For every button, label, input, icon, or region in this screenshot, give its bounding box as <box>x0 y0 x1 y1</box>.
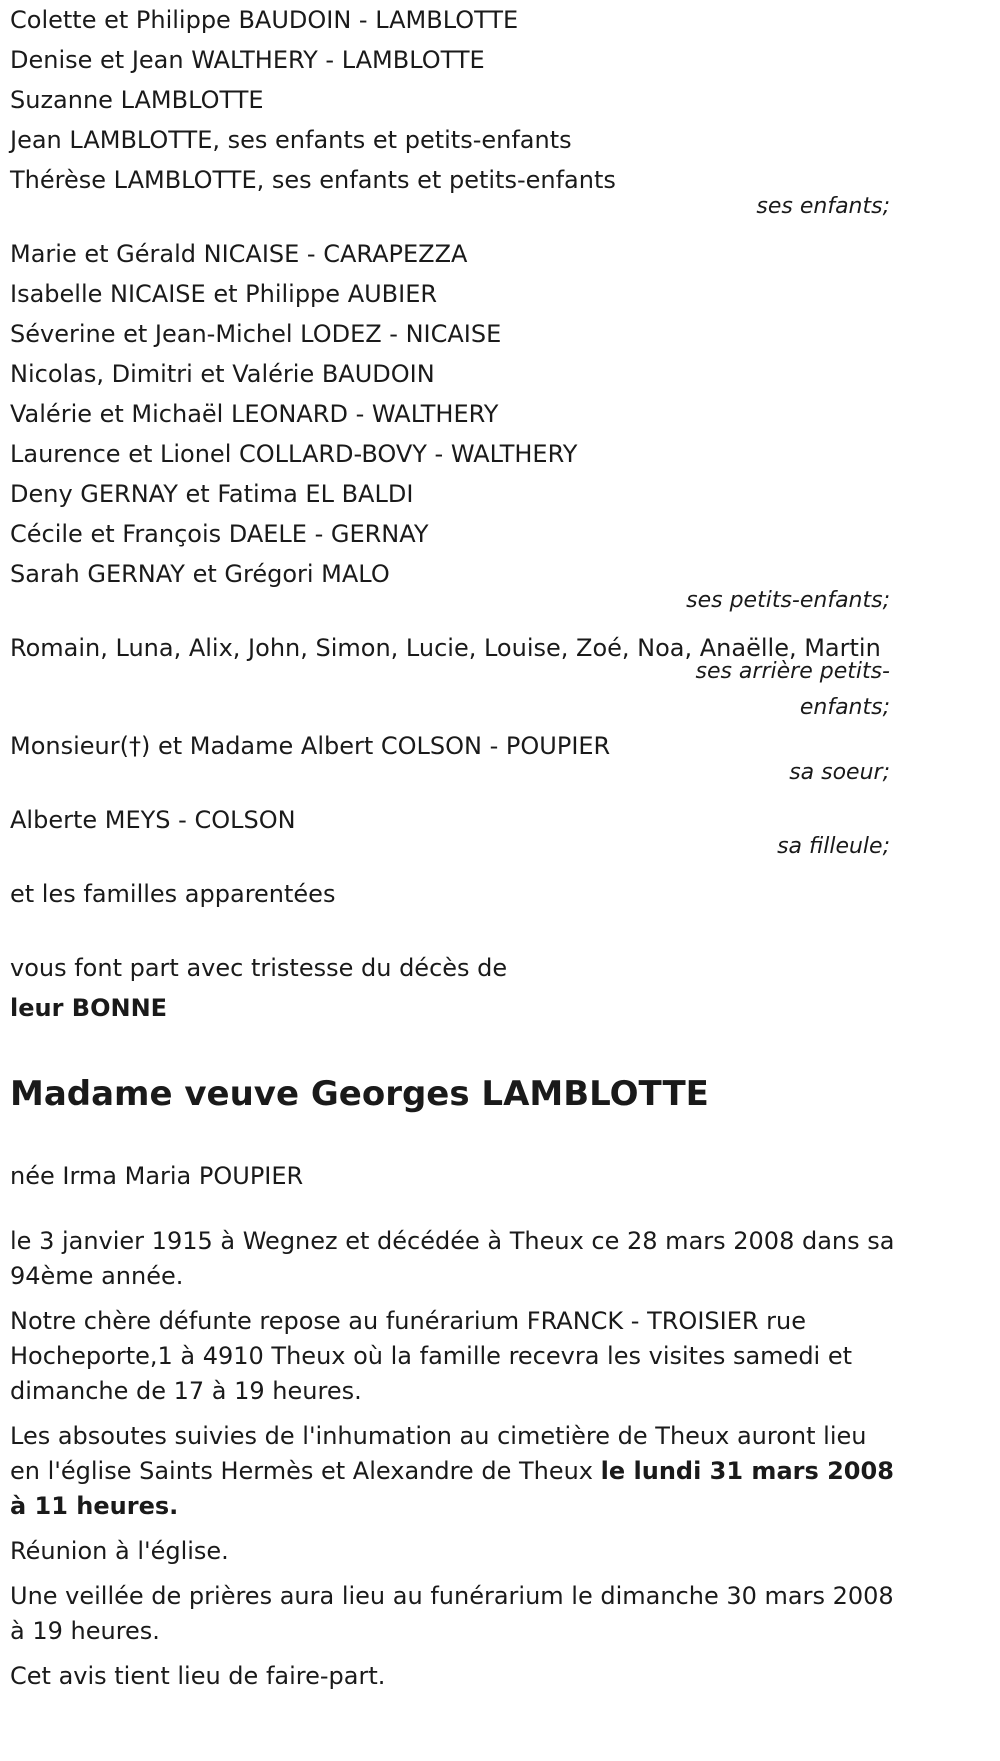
born-name: née Irma Maria POUPIER <box>10 1162 304 1190</box>
service-location: Les absoutes suivies de l'inhumation au cimetière de Theux auront lieu en l'église Saints Hermès et Alexandre de Theux <box>10 1422 867 1485</box>
family-line: Laurence et Lionel COLLARD-BOVY - WALTHERY <box>10 440 578 468</box>
service-text <box>10 1419 895 1524</box>
family-line: Deny GERNAY et Fatima EL BALDI <box>10 480 414 508</box>
family-line: Séverine et Jean-Michel LODEZ - NICAISE <box>10 320 502 348</box>
children-section <box>10 0 990 220</box>
meeting-text: Réunion à l'église. <box>10 1537 229 1565</box>
goddaughter-role: sa filleule; <box>777 834 890 859</box>
grandchildren-role: ses petits-enfants; <box>686 588 890 613</box>
vigil-text: Une veillée de prières aura lieu au funérarium le dimanche 30 mars 2008 à 19 heures. <box>10 1582 894 1645</box>
role-line: ses arrière petits- <box>695 659 890 684</box>
funeral-home-text: Notre chère défunte repose au funérarium FRANCK - TROISIER rue Hocheporte,1 à 4910 Theux où la famille recevra les visites samedi et dimanche de 17 à 19 heures. <box>10 1307 853 1405</box>
family-line: Romain, Luna, Alix, John, Simon, Lucie, Louise, Zoé, Noa, Anaëlle, Martin <box>10 634 881 662</box>
deceased-name: Madame veuve Georges LAMBLOTTE <box>10 1074 709 1114</box>
sister-section <box>10 726 990 786</box>
family-line: Marie et Gérald NICAISE - CARAPEZZA <box>10 240 468 268</box>
goddaughter-section <box>10 800 990 860</box>
family-line: Jean LAMBLOTTE, ses enfants et petits-enfants <box>10 126 572 154</box>
family-line: Denise et Jean WALTHERY - LAMBLOTTE <box>10 46 485 74</box>
sister-role: sa soeur; <box>789 760 890 785</box>
role-line: enfants; <box>799 695 890 720</box>
grandchildren-section <box>10 234 990 614</box>
family-line: Suzanne LAMBLOTTE <box>10 86 264 114</box>
children-role: ses enfants; <box>756 194 890 219</box>
great-grandchildren-section <box>10 628 990 726</box>
service-date: le lundi 31 mars 2008 à 11 heures. <box>10 1457 894 1520</box>
family-line: Thérèse LAMBLOTTE, ses enfants et petits-enfants <box>10 166 616 194</box>
relation-text: leur BONNE <box>10 994 168 1022</box>
family-line: Sarah GERNAY et Grégori MALO <box>10 560 390 588</box>
family-line: Monsieur(†) et Madame Albert COLSON - POUPIER <box>10 732 611 760</box>
notice-text: Cet avis tient lieu de faire-part. <box>10 1662 386 1690</box>
birth-death-text: le 3 janvier 1915 à Wegnez et décédée à Theux ce 28 mars 2008 dans sa 94ème année. <box>10 1227 895 1290</box>
family-line: Nicolas, Dimitri et Valérie BAUDOIN <box>10 360 435 388</box>
family-line: Colette et Philippe BAUDOIN - LAMBLOTTE <box>10 6 519 34</box>
announcement-text: vous font part avec tristesse du décès de <box>10 954 508 982</box>
family-line: Alberte MEYS - COLSON <box>10 806 296 834</box>
family-line: Isabelle NICAISE et Philippe AUBIER <box>10 280 438 308</box>
family-line: Cécile et François DAELE - GERNAY <box>10 520 429 548</box>
families-line: et les familles apparentées <box>10 880 336 908</box>
family-line: Valérie et Michaël LEONARD - WALTHERY <box>10 400 499 428</box>
